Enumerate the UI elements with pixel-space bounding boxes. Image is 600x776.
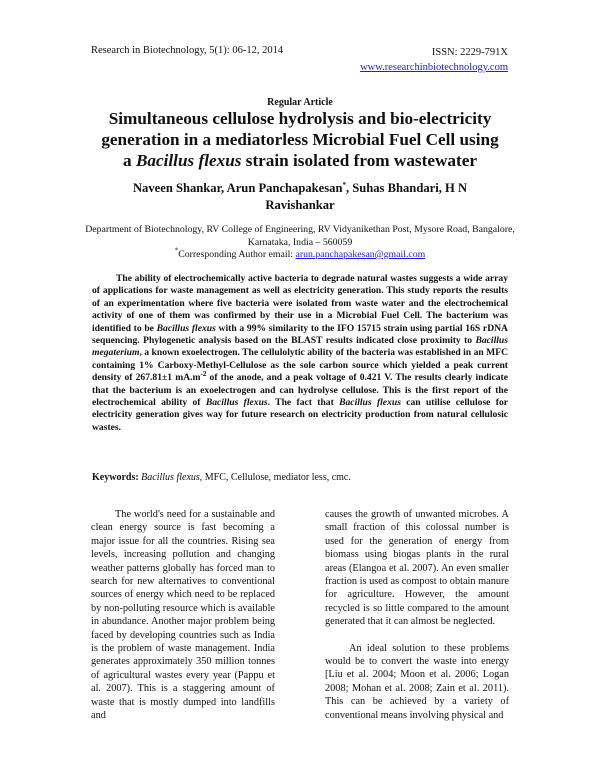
body-column-right: [325, 508, 509, 722]
keywords: [92, 471, 508, 484]
abstract-text: . The fact that: [267, 397, 340, 409]
title-line-1: Simultaneous cellulose hydrolysis and bio-electricity: [108, 109, 492, 128]
abstract: [92, 273, 508, 434]
paragraph: The world's need for a sustainable and clean energy source is fast becoming a major issue for all the countries. Rising sea levels, increasing pollution and changing weather patterns globally has forced man to search for new alternatives to conventional sources of energy which need to be replaced by non-polluting resource which is available in abundance. Another major problem being faced by developing countries such as India is the problem of waste management. India generates approximately 350 million tonnes of agricultural wastes every year (Pappu et al. 2007). This is a staggering amount of waste that is mostly dumped into landfills and: [91, 509, 275, 722]
corresponding-mark: *: [342, 180, 346, 189]
header-right: [360, 45, 508, 75]
corresponding-email-line: [85, 246, 515, 262]
article-type: Regular Article: [267, 97, 333, 108]
title-prefix: a: [123, 151, 136, 170]
abstract-text: The ability of electrochemically active bacteria to degrade natural wastes suggests a wide array of applications for waste management as well as electricity generation. This study reports the results of an experimentation where five bacteria were isolated from waste water and the electrochemical activity of one of them was confirmed by their use in a Microbial Fuel Cell. The bacterium was identified to be: [92, 273, 508, 334]
abstract-text: can utilise cellulose for electricity generation gives way for future research on electricity production from natural cellulosic wastes.: [92, 397, 509, 433]
author-2: Arun Panchapakesan: [226, 181, 343, 195]
unit-exponent: -2: [200, 370, 207, 379]
title-suffix: strain isolated from wastewater: [241, 151, 477, 170]
issn: ISSN: 2229-791X: [431, 47, 508, 58]
journal-citation: Research in Biotechnology, 5(1): 06-12, 2014: [91, 45, 284, 56]
title-species: Bacillus flexus: [135, 151, 242, 170]
corresponding-label: Corresponding Author email:: [178, 249, 296, 260]
paragraph: An ideal solution to these problems would be to convert the waste into energy [Liu et al. 2004; Moon et al. 2006; Logan 2008; Mohan et al. 2008; Zain et al. 2011). This can be achieved by a variety of conventional means involving physical and: [325, 642, 509, 721]
title-line-3: [80, 150, 520, 171]
department-address: Department of Biotechnology, RV College of Engineering, RV Vidyanikethan Post, Mysore Road, Bangalore, Karnataka, India – 560059: [85, 224, 515, 248]
journal-website-link[interactable]: www.researchinbiotechnology.com: [360, 62, 508, 73]
author-1: Naveen Shankar,: [132, 181, 227, 195]
abstract-text: of the anode, and a peak voltage of 0.421 V. The results clearly indicate that the bacterium is an exoelectrogen and can hydrolyse cellulose. This is the first report of the electrochemical ability of: [92, 372, 509, 409]
abstract-text: with a 99% similarity to the IFO 15715 strain using partial 16S rDNA sequencing. Phylogenetic analysis based on the BLAST results indicated close proximity to: [92, 322, 508, 347]
species-name: Bacillus flexus: [205, 397, 268, 409]
species-name: Bacillus flexus: [339, 397, 401, 409]
keywords-label: Keywords:: [92, 472, 142, 483]
email-link[interactable]: arun.panchapakesan@gmail.com: [295, 249, 426, 260]
body-column-left: [91, 508, 275, 723]
author-rest: , Suhas Bhandari, H N Ravishankar: [265, 181, 468, 212]
paper-title: [80, 108, 520, 171]
keyword-species: Bacillus flexus: [141, 472, 200, 483]
species-name: Bacillus megaterium: [92, 335, 508, 359]
keywords-rest: , MFC, Cellulose, mediator less, cmc.: [199, 472, 351, 483]
paragraph: causes the growth of unwanted microbes. A small fraction of this colossal number is used for the generation of energy from biomass using biogas plants in the rural areas (Elangoa et al. 2007). An even smaller fraction is used as compost to obtain manure for agriculture. However, the amount recycled is so little compared to the amount generated that it can almost be neglected.: [325, 509, 509, 628]
corresponding-mark: *: [174, 246, 179, 255]
title-line-2: generation in a mediatorless Microbial Fuel Cell using: [101, 130, 499, 149]
abstract-text: , a known exoelectrogen. The cellulolytic ability of the bacteria was established in an MFC containing 1% Carboxy-Methyl-Cellulose as the sole carbon source which yielded a peak current density of 267.81±1 mA.m: [92, 347, 508, 384]
author-list: [100, 180, 500, 213]
affiliation: [85, 224, 515, 262]
species-name: Bacillus flexus: [156, 322, 216, 334]
